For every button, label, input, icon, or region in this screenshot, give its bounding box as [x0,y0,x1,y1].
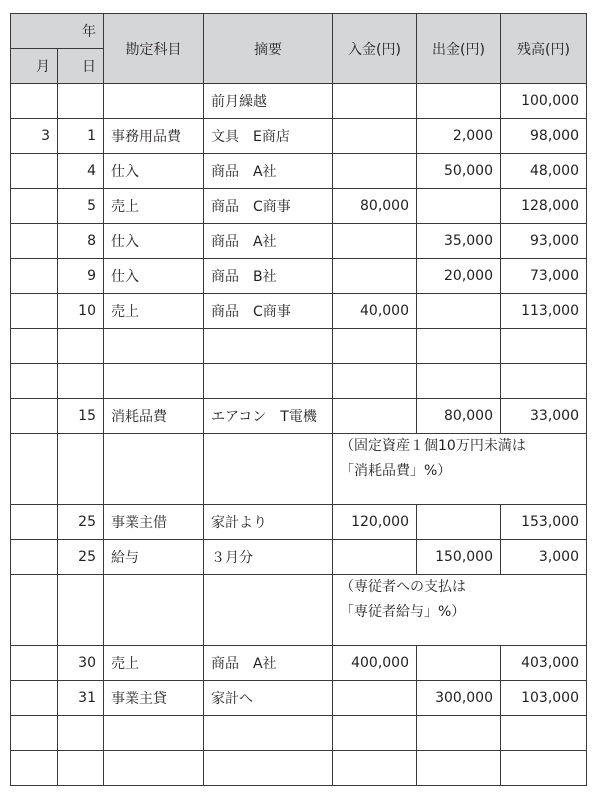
cell-withdrawal: 20,000 [417,259,501,294]
header-withdrawal: 出金(円) [417,14,501,84]
table-row [11,751,587,786]
header-day: 日 [58,49,104,84]
cell-account [104,434,204,505]
cell-deposit [333,540,417,575]
table-row [11,154,587,189]
cell-month [11,84,58,119]
cell-day [58,575,104,646]
cell-account: 売上 [104,646,204,681]
cell-balance: 128,000 [501,189,587,224]
table-row [11,399,587,434]
table-row [11,646,587,681]
cell-account [104,716,204,751]
cell-description [204,434,333,505]
cell-account [104,575,204,646]
cell-month [11,329,58,364]
cell-withdrawal [417,294,501,329]
cell-account [104,364,204,399]
cell-day: 4 [58,154,104,189]
cell-description: エアコン T電機 [204,399,333,434]
table-row [11,119,587,154]
cell-month [11,646,58,681]
table-row [11,224,587,259]
ledger-body [11,84,587,786]
cell-month [11,399,58,434]
cell-balance: 403,000 [501,646,587,681]
cell-month [11,716,58,751]
cell-day: 1 [58,119,104,154]
cell-description: ３月分 [204,540,333,575]
cell-day: 9 [58,259,104,294]
cell-account [104,84,204,119]
cell-withdrawal [417,751,501,786]
cell-day [58,329,104,364]
table-row [11,540,587,575]
cell-deposit [333,751,417,786]
header-balance: 残高(円) [501,14,587,84]
cell-description: 家計へ [204,681,333,716]
cell-month [11,751,58,786]
cell-day [58,364,104,399]
cell-day [58,434,104,505]
cell-deposit [333,119,417,154]
table-row [11,505,587,540]
cell-account: 売上 [104,189,204,224]
header-description: 摘要 [204,14,333,84]
cell-month [11,575,58,646]
cell-day: 5 [58,189,104,224]
table-row [11,329,587,364]
cell-balance [501,364,587,399]
cell-balance: 113,000 [501,294,587,329]
cell-withdrawal: 80,000 [417,399,501,434]
cell-account: 事務用品費 [104,119,204,154]
cell-month [11,259,58,294]
cell-withdrawal [417,329,501,364]
cell-deposit: 40,000 [333,294,417,329]
cell-deposit [333,399,417,434]
cell-withdrawal: 35,000 [417,224,501,259]
cell-month [11,681,58,716]
cell-deposit [333,154,417,189]
table-row [11,364,587,399]
cell-day: 15 [58,399,104,434]
cell-description: 文具 E商店 [204,119,333,154]
cell-balance: 100,000 [501,84,587,119]
cell-description: 商品 C商事 [204,294,333,329]
cell-balance: 3,000 [501,540,587,575]
cell-description: 商品 A社 [204,646,333,681]
note-fixed-asset [333,434,587,505]
cell-description: 家計より [204,505,333,540]
cell-description [204,716,333,751]
cell-day [58,716,104,751]
note-line-2: 「専従者給与」%） [340,604,466,620]
cell-month [11,294,58,329]
cell-withdrawal [417,646,501,681]
table-row [11,294,587,329]
cell-deposit [333,329,417,364]
cell-day: 25 [58,540,104,575]
cell-month [11,224,58,259]
cell-month [11,189,58,224]
cell-withdrawal [417,364,501,399]
cell-balance [501,716,587,751]
cell-deposit: 80,000 [333,189,417,224]
cell-balance: 153,000 [501,505,587,540]
cell-month [11,364,58,399]
cell-account: 売上 [104,294,204,329]
table-row-note [11,575,587,646]
header-deposit: 入金(円) [333,14,417,84]
cell-withdrawal [417,505,501,540]
cell-withdrawal: 50,000 [417,154,501,189]
note-line-1: （専従者への支払は [340,579,466,595]
cell-description [204,329,333,364]
cell-deposit [333,681,417,716]
header-year: 年 [11,14,104,49]
cell-account: 仕入 [104,154,204,189]
cell-description: 商品 B社 [204,259,333,294]
cell-month [11,434,58,505]
cell-day: 25 [58,505,104,540]
cell-balance: 103,000 [501,681,587,716]
cell-balance: 98,000 [501,119,587,154]
table-row [11,681,587,716]
note-line-2: 「消耗品費」%） [340,463,452,479]
ledger-header [11,14,587,84]
cell-deposit [333,259,417,294]
cell-account: 仕入 [104,259,204,294]
cell-deposit: 400,000 [333,646,417,681]
cell-balance [501,329,587,364]
cell-description: 商品 A社 [204,224,333,259]
cell-withdrawal [417,189,501,224]
cell-deposit: 120,000 [333,505,417,540]
cash-ledger-table [10,13,587,786]
cell-deposit [333,84,417,119]
table-row-note [11,434,587,505]
header-month: 月 [11,49,58,84]
cell-balance: 93,000 [501,224,587,259]
cell-description: 前月繰越 [204,84,333,119]
cell-month [11,540,58,575]
cell-withdrawal: 150,000 [417,540,501,575]
table-row [11,716,587,751]
table-row [11,84,587,119]
cell-day: 31 [58,681,104,716]
cell-deposit [333,716,417,751]
cell-account: 消耗品費 [104,399,204,434]
cell-account: 事業主貸 [104,681,204,716]
cell-description [204,751,333,786]
cell-withdrawal: 2,000 [417,119,501,154]
cell-deposit [333,224,417,259]
cell-balance [501,751,587,786]
table-row [11,259,587,294]
cell-account: 事業主借 [104,505,204,540]
cell-day [58,84,104,119]
cell-balance: 48,000 [501,154,587,189]
cell-description [204,364,333,399]
cell-month: 3 [11,119,58,154]
cell-month [11,505,58,540]
cell-day: 8 [58,224,104,259]
cell-balance: 73,000 [501,259,587,294]
note-line-1: （固定資産１個10万円未満は [340,438,526,454]
cell-account: 給与 [104,540,204,575]
cell-deposit [333,364,417,399]
cell-balance: 33,000 [501,399,587,434]
cell-withdrawal [417,716,501,751]
header-account: 勘定科目 [104,14,204,84]
cell-description: 商品 C商事 [204,189,333,224]
cell-day [58,751,104,786]
cell-month [11,154,58,189]
cell-withdrawal [417,84,501,119]
cell-description [204,575,333,646]
cell-account: 仕入 [104,224,204,259]
cell-account [104,329,204,364]
cell-day: 30 [58,646,104,681]
cell-day: 10 [58,294,104,329]
cell-description: 商品 A社 [204,154,333,189]
note-family-employee [333,575,587,646]
cell-account [104,751,204,786]
cell-withdrawal: 300,000 [417,681,501,716]
table-row [11,189,587,224]
